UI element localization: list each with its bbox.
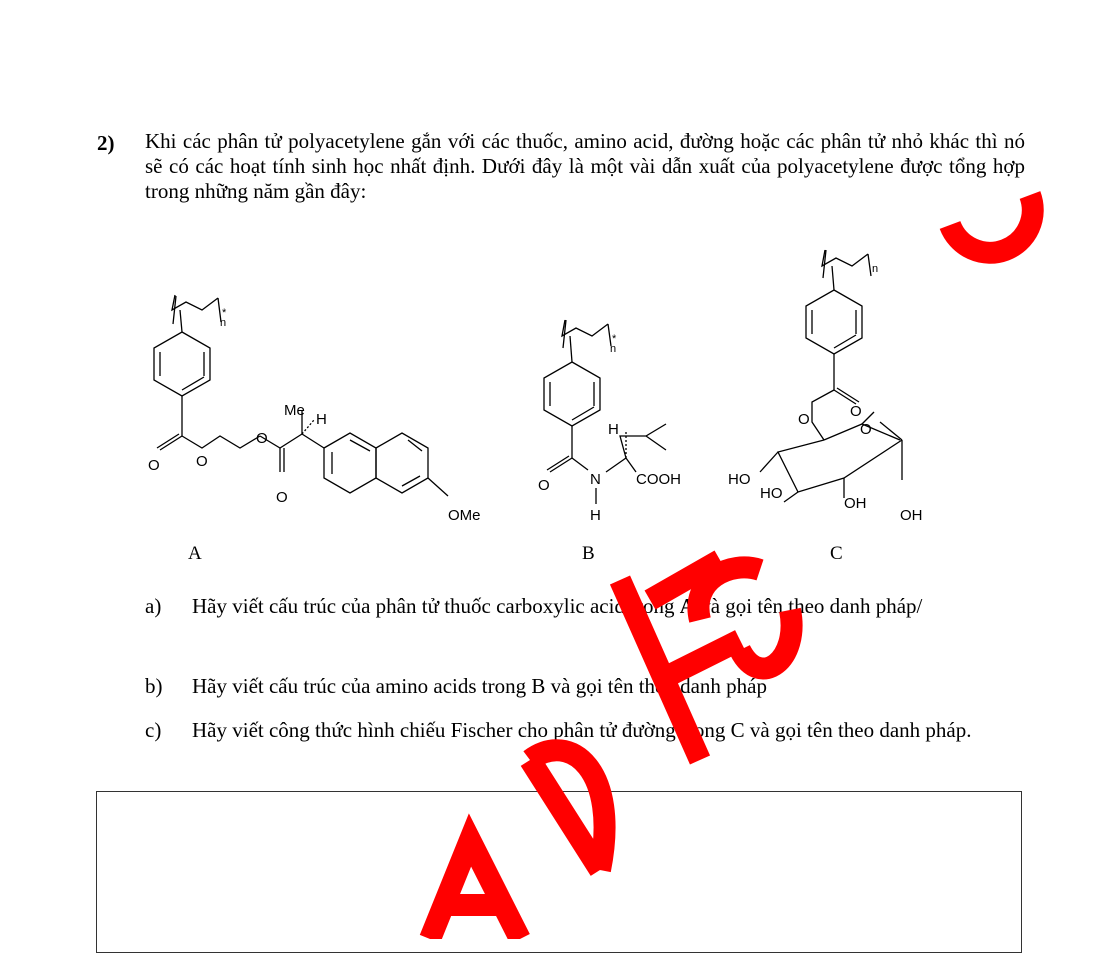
structure-c (760, 250, 902, 502)
atom-n-b: n (610, 343, 617, 355)
atom-hn-b: H (590, 507, 601, 524)
atom-o-a1: O (148, 457, 160, 474)
atom-me-a: Me (284, 402, 305, 419)
atom-star-a: * (222, 307, 227, 319)
atom-star-b: * (612, 333, 617, 345)
atom-n-b2: N (590, 471, 601, 488)
subquestion-a-text-2: và gọi tên theo danh pháp/ (694, 594, 923, 618)
atom-o-c2: O (798, 411, 810, 428)
subquestion-a-text (192, 594, 1024, 619)
subquestion-c-letter: c) (145, 718, 162, 742)
atom-o-c3: O (860, 421, 872, 438)
atom-o-a4: O (276, 489, 288, 506)
atom-n-a: n (220, 317, 227, 329)
atom-h-a: H (316, 411, 327, 428)
subquestion-b-text: Hãy viết cấu trúc của amino acids trong B và gọi tên theo danh pháp (192, 674, 767, 698)
chemical-structures (120, 240, 1020, 580)
atom-h-b: H (608, 421, 619, 438)
label-b: B (582, 543, 595, 564)
atom-n-c: n (872, 263, 879, 275)
question-intro: Khi các phân tử polyacetylene gắn với các thuốc, amino acid, đường hoặc các phân tử nhỏ khác thì nó sẽ có các hoạt tính sinh học nhất định. Dưới đây là một vài dẫn xuất của polyacetylene được tổng hợp trong những năm gần đây: (145, 129, 1025, 203)
atom-o-a2: O (196, 453, 208, 470)
atom-ho1-c: HO (728, 471, 751, 488)
atom-oh1-c: OH (844, 495, 867, 512)
atom-ome-a: OMe (448, 507, 481, 524)
label-a: A (188, 543, 202, 564)
atom-o-b: O (538, 477, 550, 494)
subquestion-a-bold: A (679, 594, 695, 618)
subquestion-b-letter: b) (145, 674, 163, 698)
atom-ho2-c: HO (760, 485, 783, 502)
question-number: 2) (97, 131, 115, 155)
answer-box[interactable] (96, 791, 1022, 953)
subquestion-a-text-1: Hãy viết cấu trúc của phân tử thuốc carboxylic acid trong (192, 594, 680, 618)
atom-o-a3: O (256, 430, 268, 447)
subquestion-a-letter: a) (145, 594, 162, 618)
atom-cooh-b: COOH (636, 471, 681, 488)
atom-o-c1: O (850, 403, 862, 420)
subquestion-c-text: Hãy viết công thức hình chiếu Fischer cho phân tử đường trong C và gọi tên theo danh pháp. (192, 718, 972, 742)
subquestion-c (145, 718, 1025, 774)
subquestion-a (145, 594, 1025, 650)
label-c: C (830, 543, 843, 564)
subquestion-b (145, 674, 1025, 704)
atom-oh2-c: OH (900, 507, 923, 524)
